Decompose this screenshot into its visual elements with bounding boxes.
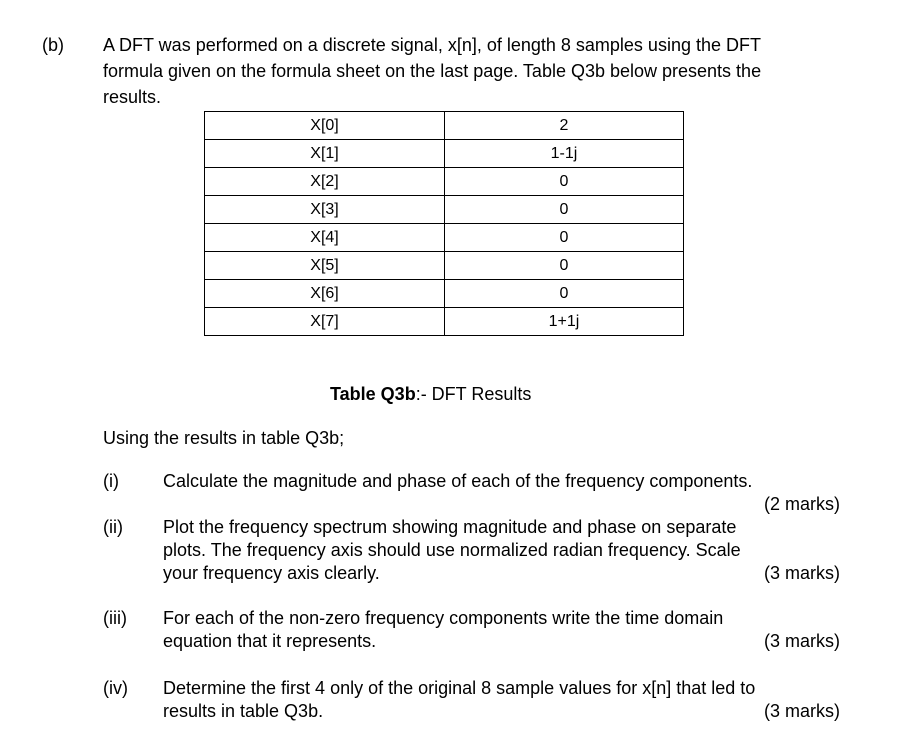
table-caption-bold: Table Q3b — [330, 384, 416, 404]
table-value-cell: 0 — [445, 196, 684, 224]
table-row — [205, 280, 684, 308]
question-line: results in table Q3b. — [163, 701, 324, 721]
table-row — [205, 112, 684, 140]
table-row — [205, 140, 684, 168]
intro-line: A DFT was performed on a discrete signal, x[n], of length 8 samples using the DFT — [103, 35, 761, 55]
table-value-cell: 0 — [445, 252, 684, 280]
table-index-cell: X[7] — [205, 308, 445, 336]
table-value-cell: 0 — [445, 168, 684, 196]
question-line: equation that it represents. — [163, 631, 377, 651]
table-value-cell: 0 — [445, 224, 684, 252]
table-index-cell: X[1] — [205, 140, 445, 168]
table-value-cell: 1+1j — [445, 308, 684, 336]
lead-in-text: Using the results in table Q3b; — [103, 428, 345, 448]
question-line: For each of the non-zero frequency components write the time domain — [163, 608, 724, 628]
question-line: Determine the first 4 only of the original 8 sample values for x[n] that led to — [163, 678, 756, 698]
intro-line: formula given on the formula sheet on the last page. Table Q3b below presents the — [103, 61, 762, 81]
table-index-cell: X[4] — [205, 224, 445, 252]
question-line: plots. The frequency axis should use normalized radian frequency. Scale — [163, 540, 741, 560]
question-line: Calculate the magnitude and phase of each of the frequency components. — [163, 471, 753, 491]
table-row — [205, 224, 684, 252]
question-number: (iv) — [103, 678, 128, 698]
table-index-cell: X[5] — [205, 252, 445, 280]
table-value-cell: 1-1j — [445, 140, 684, 168]
table-index-cell: X[3] — [205, 196, 445, 224]
table-row — [205, 196, 684, 224]
dft-results-table — [204, 111, 684, 336]
table-caption — [330, 383, 531, 405]
question-marks: (2 marks) — [764, 494, 840, 514]
part-label: (b) — [42, 35, 64, 55]
table-value-cell: 2 — [445, 112, 684, 140]
table-row — [205, 252, 684, 280]
question-number: (i) — [103, 471, 119, 491]
question-marks: (3 marks) — [764, 631, 840, 651]
question-line: your frequency axis clearly. — [163, 563, 380, 583]
table-caption-rest: :- DFT Results — [415, 384, 532, 404]
table-value-cell: 0 — [445, 280, 684, 308]
table-index-cell: X[0] — [205, 112, 445, 140]
table-row — [205, 308, 684, 336]
question-line: Plot the frequency spectrum showing magnitude and phase on separate — [163, 517, 737, 537]
intro-line: results. — [103, 87, 162, 107]
question-marks: (3 marks) — [764, 701, 840, 721]
question-number: (iii) — [103, 608, 127, 628]
table-index-cell: X[2] — [205, 168, 445, 196]
question-number: (ii) — [103, 517, 123, 537]
table-index-cell: X[6] — [205, 280, 445, 308]
question-marks: (3 marks) — [764, 563, 840, 583]
table-row — [205, 168, 684, 196]
